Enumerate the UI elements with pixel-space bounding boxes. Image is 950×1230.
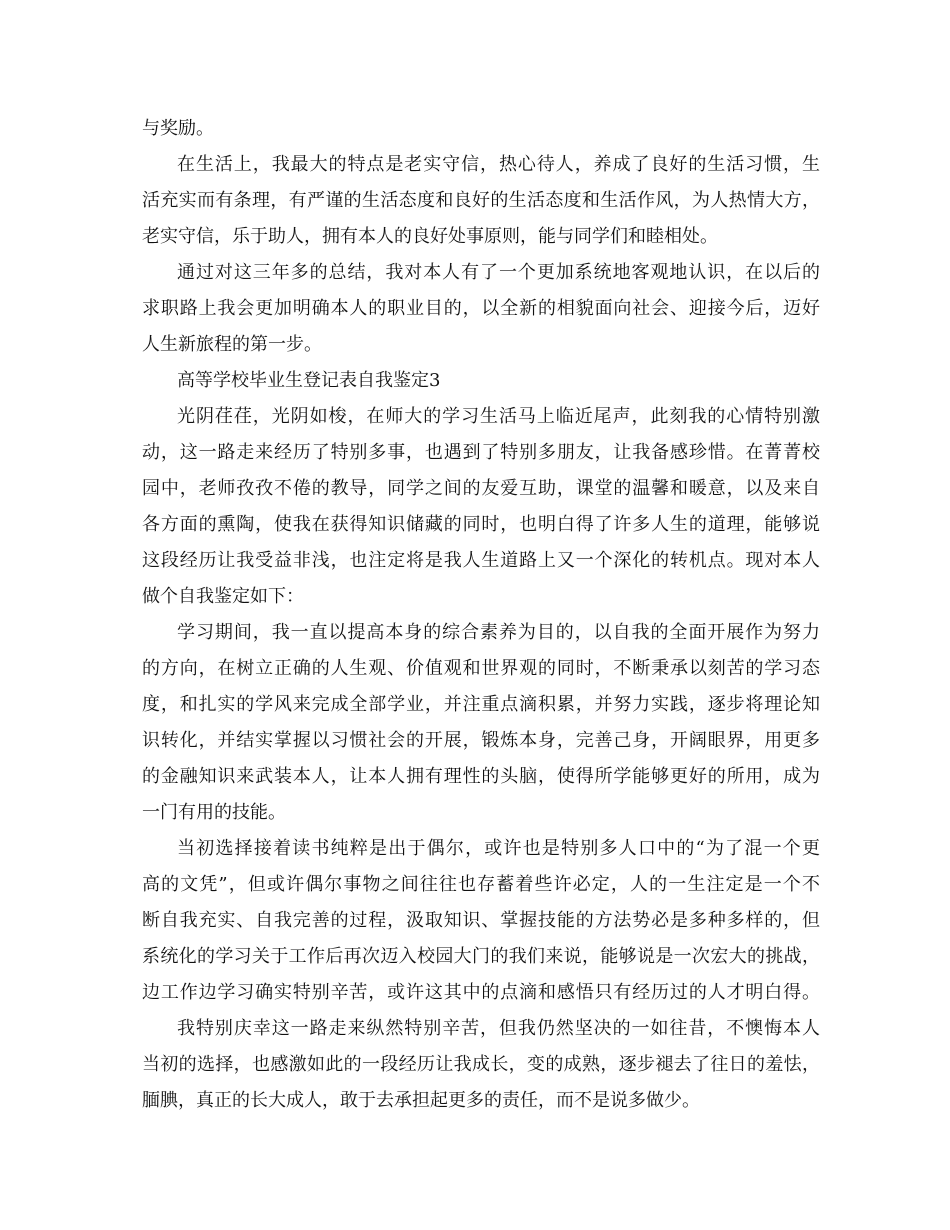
paragraph-first-line: 我特别庆幸这一路走来纵然特别辛苦，但我仍然坚决的一如往昔，不懊悔本人 [177, 1018, 820, 1039]
text-line: 各方面的熏陶，使我在获得知识储藏的同时，也明白得了许多人生的道理，能够说 [142, 514, 820, 535]
text-line: 边工作边学习确实特别辛苦，或许这其中的点滴和感悟只有经历过的人才明白得。 [142, 982, 820, 1003]
paragraph-first-line: 光阴荏荏，光阴如梭，在师大的学习生活马上临近尾声，此刻我的心情特别激 [177, 406, 820, 427]
text-line: 老实守信，乐于助人，拥有本人的良好处事原则，能与同学们和睦相处。 [142, 226, 718, 247]
text-line: 活充实而有条理，有严谨的生活态度和良好的生活态度和生活作风，为人热情大方， [142, 190, 820, 211]
text-line: 人生新旅程的第一步。 [142, 334, 322, 355]
text-line: 求职路上我会更加明确本人的职业目的，以全新的相貌面向社会、迎接今后，迈好 [142, 298, 820, 319]
paragraph-first-line: 学习期间，我一直以提高本身的综合素养为目的，以自我的全面开展作为努力 [177, 622, 820, 643]
text-line: 高的文凭”，但或许偶尔事物之间往往也存蓄着些许必定，人的一生注定是一个不 [142, 874, 820, 895]
paragraph-first-line: 当初选择接着读书纯粹是出于偶尔，或许也是特别多人口中的“为了混一个更 [177, 838, 820, 859]
paragraph-first-line: 通过对这三年多的总结，我对本人有了一个更加系统地客观地认识，在以后的 [177, 262, 820, 283]
text-line: 断自我充实、自我完善的过程，汲取知识、掌握技能的方法势必是多种多样的，但 [142, 910, 820, 931]
text-line: 的方向，在树立正确的人生观、价值观和世界观的同时，不断秉承以刻苦的学习态 [142, 658, 820, 679]
text-line: 一门有用的技能。 [142, 802, 286, 823]
text-line: 动，这一路走来经历了特别多事，也遇到了特别多朋友，让我备感珍惜。在菁菁校 [142, 442, 820, 463]
text-line: 当初的选择，也感激如此的一段经历让我成长，变的成熟，逐步褪去了往日的羞怯， [142, 1054, 820, 1075]
text-line: 做个自我鉴定如下： [142, 586, 304, 607]
text-line: 与奖励。 [142, 118, 214, 139]
text-line: 度，和扎实的学风来完成全部学业，并注重点滴积累，并努力实践，逐步将理论知 [142, 694, 820, 715]
paragraph-first-line: 在生活上，我最大的特点是老实守信，热心待人，养成了良好的生活习惯，生 [177, 154, 820, 175]
text-line: 园中，老师孜孜不倦的教导，同学之间的友爱互助，课堂的温馨和暖意，以及来自 [142, 478, 820, 499]
text-line: 的金融知识来武装本人，让本人拥有理性的头脑，使得所学能够更好的所用，成为 [142, 766, 820, 787]
section-heading: 高等学校毕业生登记表自我鉴定3 [177, 370, 441, 391]
text-line: 系统化的学习关于工作后再次迈入校园大门的我们来说，能够说是一次宏大的挑战， [142, 946, 820, 967]
text-line: 识转化，并结实掌握以习惯社会的开展，锻炼本身，完善己身，开阔眼界，用更多 [142, 730, 820, 751]
text-line: 腼腆，真正的长大成人，敢于去承担起更多的责任，而不是说多做少。 [142, 1090, 700, 1111]
text-line: 这段经历让我受益非浅，也注定将是我人生道路上又一个深化的转机点。现对本人 [142, 550, 820, 571]
